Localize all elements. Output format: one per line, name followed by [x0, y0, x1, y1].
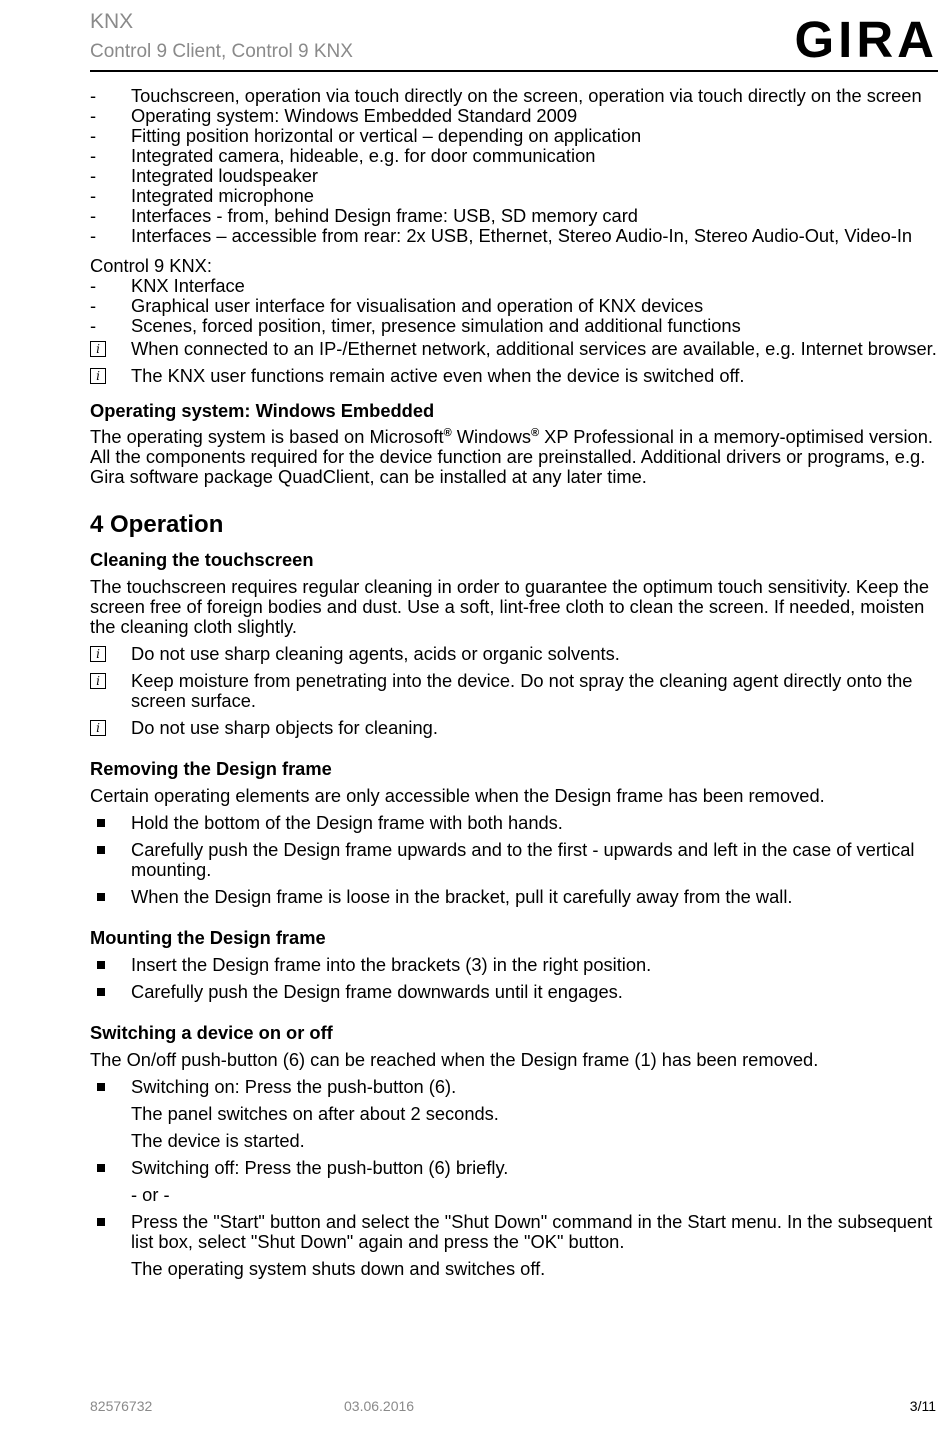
footer-date: 03.06.2016	[344, 1398, 415, 1414]
dash-marker: -	[90, 165, 97, 186]
info-icon: i	[90, 368, 106, 384]
dash-marker: -	[90, 185, 97, 206]
dash-marker: -	[90, 275, 97, 296]
list-item: - Integrated loudspeaker	[90, 165, 319, 186]
list-item: - KNX Interface	[90, 275, 245, 296]
step-item: Carefully push the Design frame upwards and to the first - upwards and left in the case of vertical mounting.	[90, 840, 938, 880]
list-item: - Integrated microphone	[90, 185, 314, 206]
info-note: i Do not use sharp cleaning agents, acids or organic solvents.	[90, 644, 938, 664]
list-item: - Interfaces - from, behind Design frame: USB, SD memory card	[90, 205, 638, 226]
square-bullet-icon	[97, 1164, 105, 1172]
mounting-heading: Mounting the Design frame	[90, 927, 326, 948]
removing-text: Certain operating elements are only accessible when the Design frame has been removed.	[90, 785, 825, 806]
switching-text: The On/off push-button (6) can be reached when the Design frame (1) has been removed.	[90, 1049, 819, 1070]
square-bullet-icon	[97, 819, 105, 827]
page-content	[90, 86, 938, 1279]
dash-marker: -	[90, 145, 97, 166]
dash-marker: -	[90, 225, 97, 246]
dash-marker: -	[90, 315, 97, 336]
cleaning-heading: Cleaning the touchscreen	[90, 549, 314, 570]
list-item: - Interfaces – accessible from rear: 2x USB, Ethernet, Stereo Audio-In, Stereo Audio-Out, Video-In	[90, 225, 913, 246]
list-item: - Integrated camera, hideable, e.g. for door communication	[90, 145, 596, 166]
step-item: When the Design frame is loose in the bracket, pull it carefully away from the wall.	[90, 887, 938, 907]
or-separator: - or -	[131, 1184, 170, 1205]
os-heading: Operating system: Windows Embedded	[90, 400, 435, 421]
footer-doc-number: 82576732	[90, 1398, 153, 1414]
step-result: The panel switches on after about 2 seconds.	[131, 1103, 499, 1124]
dash-marker: -	[90, 105, 97, 126]
os-text: The operating system is based on Microsoft® Windows® XP Professional in a memory-optimised version. All the components required for the device function are preinstalled. Additional drivers or programs, e.g. Gira software package QuadClient, can be installed at any later time.	[90, 426, 933, 487]
info-note: i When connected to an IP-/Ethernet network, additional services are available, e.g. Internet browser.	[90, 339, 938, 359]
removing-heading: Removing the Design frame	[90, 758, 332, 779]
list-item: - Scenes, forced position, timer, presence simulation and additional functions	[90, 315, 741, 336]
list-item: - Touchscreen, operation via touch directly on the screen, operation via touch directly on the screen	[90, 85, 922, 106]
step-item: Switching on: Press the push-button (6).	[90, 1077, 938, 1097]
header-subtitle: Control 9 Client, Control 9 KNX	[90, 41, 353, 62]
info-note: i Keep moisture from penetrating into the device. Do not spray the cleaning agent directly onto the screen surface.	[90, 671, 938, 711]
step-item: Press the "Start" button and select the "Shut Down" command in the Start menu. In the subsequent list box, select "Shut Down" again and press the "OK" button.	[90, 1212, 938, 1252]
info-note: i The KNX user functions remain active even when the device is switched off.	[90, 366, 938, 386]
dash-marker: -	[90, 205, 97, 226]
switching-heading: Switching a device on or off	[90, 1022, 333, 1043]
dash-marker: -	[90, 85, 97, 106]
list-item: - Graphical user interface for visualisation and operation of KNX devices	[90, 295, 704, 316]
info-icon: i	[90, 341, 106, 357]
step-item: Switching off: Press the push-button (6) briefly.	[90, 1158, 938, 1178]
square-bullet-icon	[97, 988, 105, 996]
knx-heading: Control 9 KNX:	[90, 255, 212, 276]
list-item: - Operating system: Windows Embedded Standard 2009	[90, 105, 578, 126]
list-item: - Fitting position horizontal or vertical – depending on application	[90, 125, 642, 146]
square-bullet-icon	[97, 961, 105, 969]
step-result: The operating system shuts down and switches off.	[131, 1258, 546, 1279]
step-item: Hold the bottom of the Design frame with both hands.	[90, 813, 938, 833]
header-title: KNX	[90, 10, 134, 33]
info-note: i Do not use sharp objects for cleaning.	[90, 718, 938, 738]
cleaning-text: The touchscreen requires regular cleaning in order to guarantee the optimum touch sensitivity. Keep the screen free of foreign bodies and dust. Use a soft, lint-free cloth to clean the screen. If needed, moisten the cleaning cloth slightly.	[90, 576, 930, 637]
square-bullet-icon	[97, 846, 105, 854]
info-icon: i	[90, 720, 106, 736]
step-item: Carefully push the Design frame downwards until it engages.	[90, 982, 938, 1002]
info-icon: i	[90, 673, 106, 689]
square-bullet-icon	[97, 1083, 105, 1091]
page-header	[90, 8, 938, 72]
info-icon: i	[90, 646, 106, 662]
dash-marker: -	[90, 295, 97, 316]
section-heading: 4 Operation	[90, 511, 224, 538]
step-result: The device is started.	[131, 1130, 305, 1151]
square-bullet-icon	[97, 1218, 105, 1226]
feature-list	[90, 86, 938, 246]
dash-marker: -	[90, 125, 97, 146]
square-bullet-icon	[97, 893, 105, 901]
footer-page-number: 3/11	[909, 1398, 936, 1414]
step-item: Insert the Design frame into the brackets (3) in the right position.	[90, 955, 938, 975]
gira-logo: GIRA	[794, 11, 938, 68]
